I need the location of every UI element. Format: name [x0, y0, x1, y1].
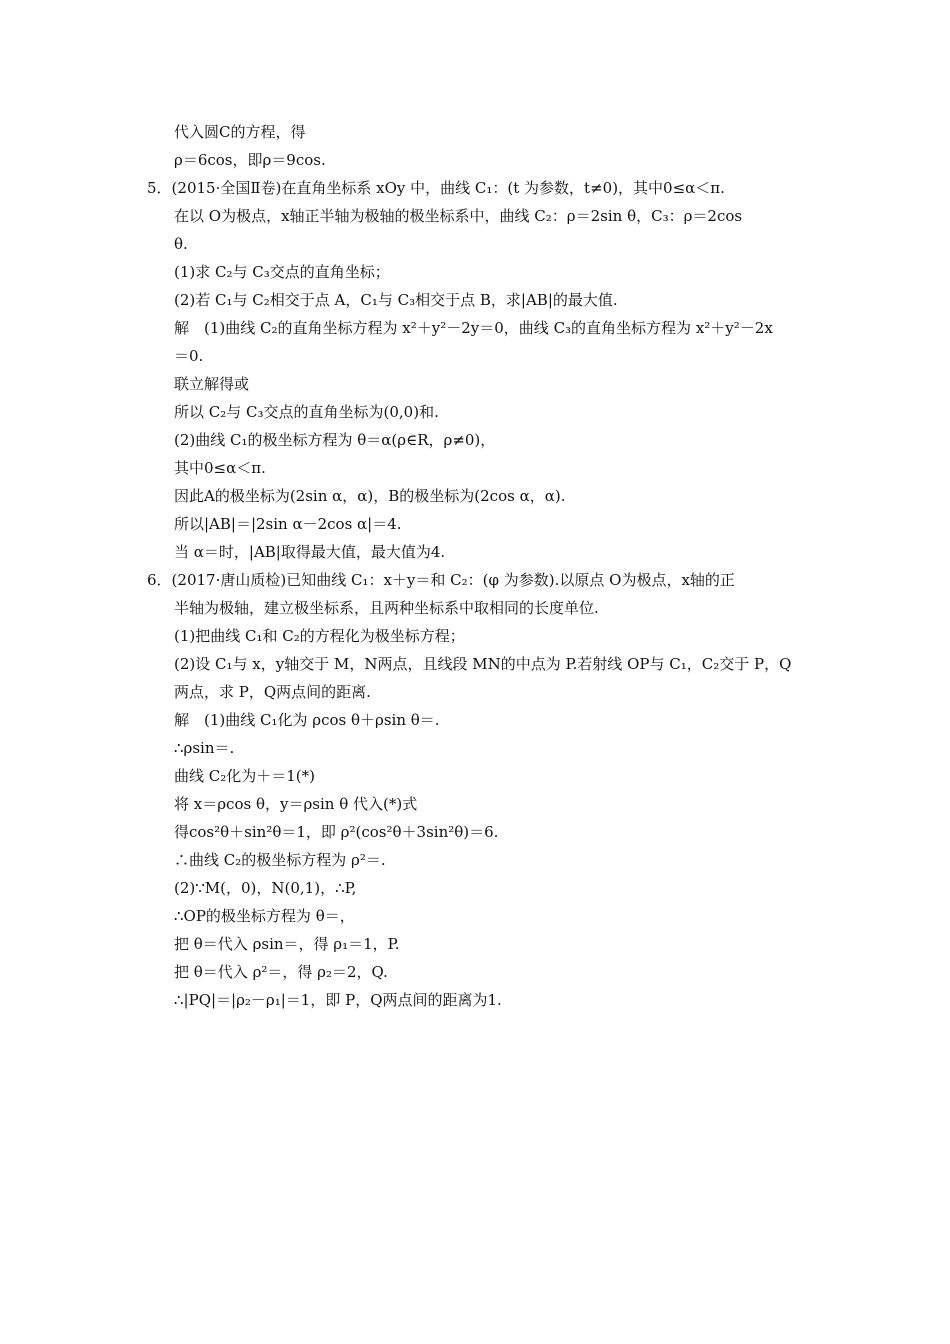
solution-line: 把 θ＝代入 ρsin＝，得 ρ₁＝1，P.	[174, 935, 400, 953]
question-2: (2)若 C₁与 C₂相交于点 A，C₁与 C₃相交于点 B，求|AB|的最大值.	[174, 291, 618, 309]
solution-line: 因此A的极坐标为(2sin α，α)，B的极坐标为(2cos α，α).	[174, 487, 566, 505]
text-line: ρ＝6cos，即ρ＝9cos.	[174, 151, 326, 169]
solution-line: 把 θ＝代入 ρ²＝，得 ρ₂＝2，Q.	[174, 963, 388, 981]
question-1: (1)把曲线 C₁和 C₂的方程化为极坐标方程；	[174, 627, 465, 645]
solution-line: ∴曲线 C₂的极坐标方程为 ρ²＝.	[174, 851, 386, 869]
text-line: 两点，求 P，Q两点间的距离.	[174, 683, 371, 701]
solution-line: 得cos²θ＋sin²θ＝1，即 ρ²(cos²θ＋3sin²θ)＝6.	[174, 823, 499, 841]
text-line: 半轴为极轴，建立极坐标系，且两种坐标系中取相同的长度单位.	[174, 599, 599, 617]
solution-line: 所以|AB|＝|2sin α－2cos α|＝4.	[174, 515, 402, 533]
solution-line: 当 α＝时，|AB|取得最大值，最大值为4.	[174, 543, 446, 561]
solution-line: 所以 C₂与 C₃交点的直角坐标为(0,0)和.	[174, 403, 439, 421]
text-line: 代入圆C的方程，得	[174, 123, 306, 141]
solution-line: 解 (1)曲线 C₂的直角坐标方程为 x²＋y²－2y＝0，曲线 C₃的直角坐标方程为 x²＋y²－2x	[174, 319, 773, 337]
solution-line: ∴OP的极坐标方程为 θ＝，	[174, 907, 355, 925]
solution-line: 解 (1)曲线 C₁化为 ρcos θ＋ρsin θ＝.	[174, 711, 440, 729]
problem-5-statement: 5．(2015·全国Ⅱ卷)在直角坐标系 xOy 中，曲线 C₁：(t 为参数，t≠0)，其中0≤α＜π.	[147, 179, 725, 197]
solution-line: ∴ρsin＝.	[174, 739, 235, 757]
solution-line: 联立解得或	[174, 375, 250, 393]
solution-line: (2)曲线 C₁的极坐标方程为 θ＝α(ρ∈R，ρ≠0)，	[174, 431, 496, 449]
text-line: θ.	[174, 235, 188, 253]
text-line: 在以 O为极点，x轴正半轴为极轴的极坐标系中，曲线 C₂：ρ＝2sin θ，C₃：ρ＝2cos	[174, 207, 743, 225]
solution-line: (2)∵M(，0)，N(0,1)，∴P,	[174, 879, 357, 897]
solution-line: 曲线 C₂化为＋＝1(*)	[174, 767, 316, 785]
solution-line: 其中0≤α＜π.	[174, 459, 266, 477]
solution-line: 将 x＝ρcos θ，y＝ρsin θ 代入(*)式	[174, 795, 418, 813]
solution-line: ∴|PQ|＝|ρ₂－ρ₁|＝1，即 P，Q两点间的距离为1.	[174, 991, 502, 1009]
question-1: (1)求 C₂与 C₃交点的直角坐标；	[174, 263, 390, 281]
question-2: (2)设 C₁与 x，y轴交于 M，N两点，且线段 MN的中点为 P.若射线 OP与 C₁，C₂交于 P，Q	[174, 655, 792, 673]
problem-6-statement: 6．(2017·唐山质检)已知曲线 C₁：x＋y＝和 C₂：(φ 为参数).以原点 O为极点，x轴的正	[147, 571, 735, 589]
solution-line: ＝0.	[174, 347, 204, 365]
